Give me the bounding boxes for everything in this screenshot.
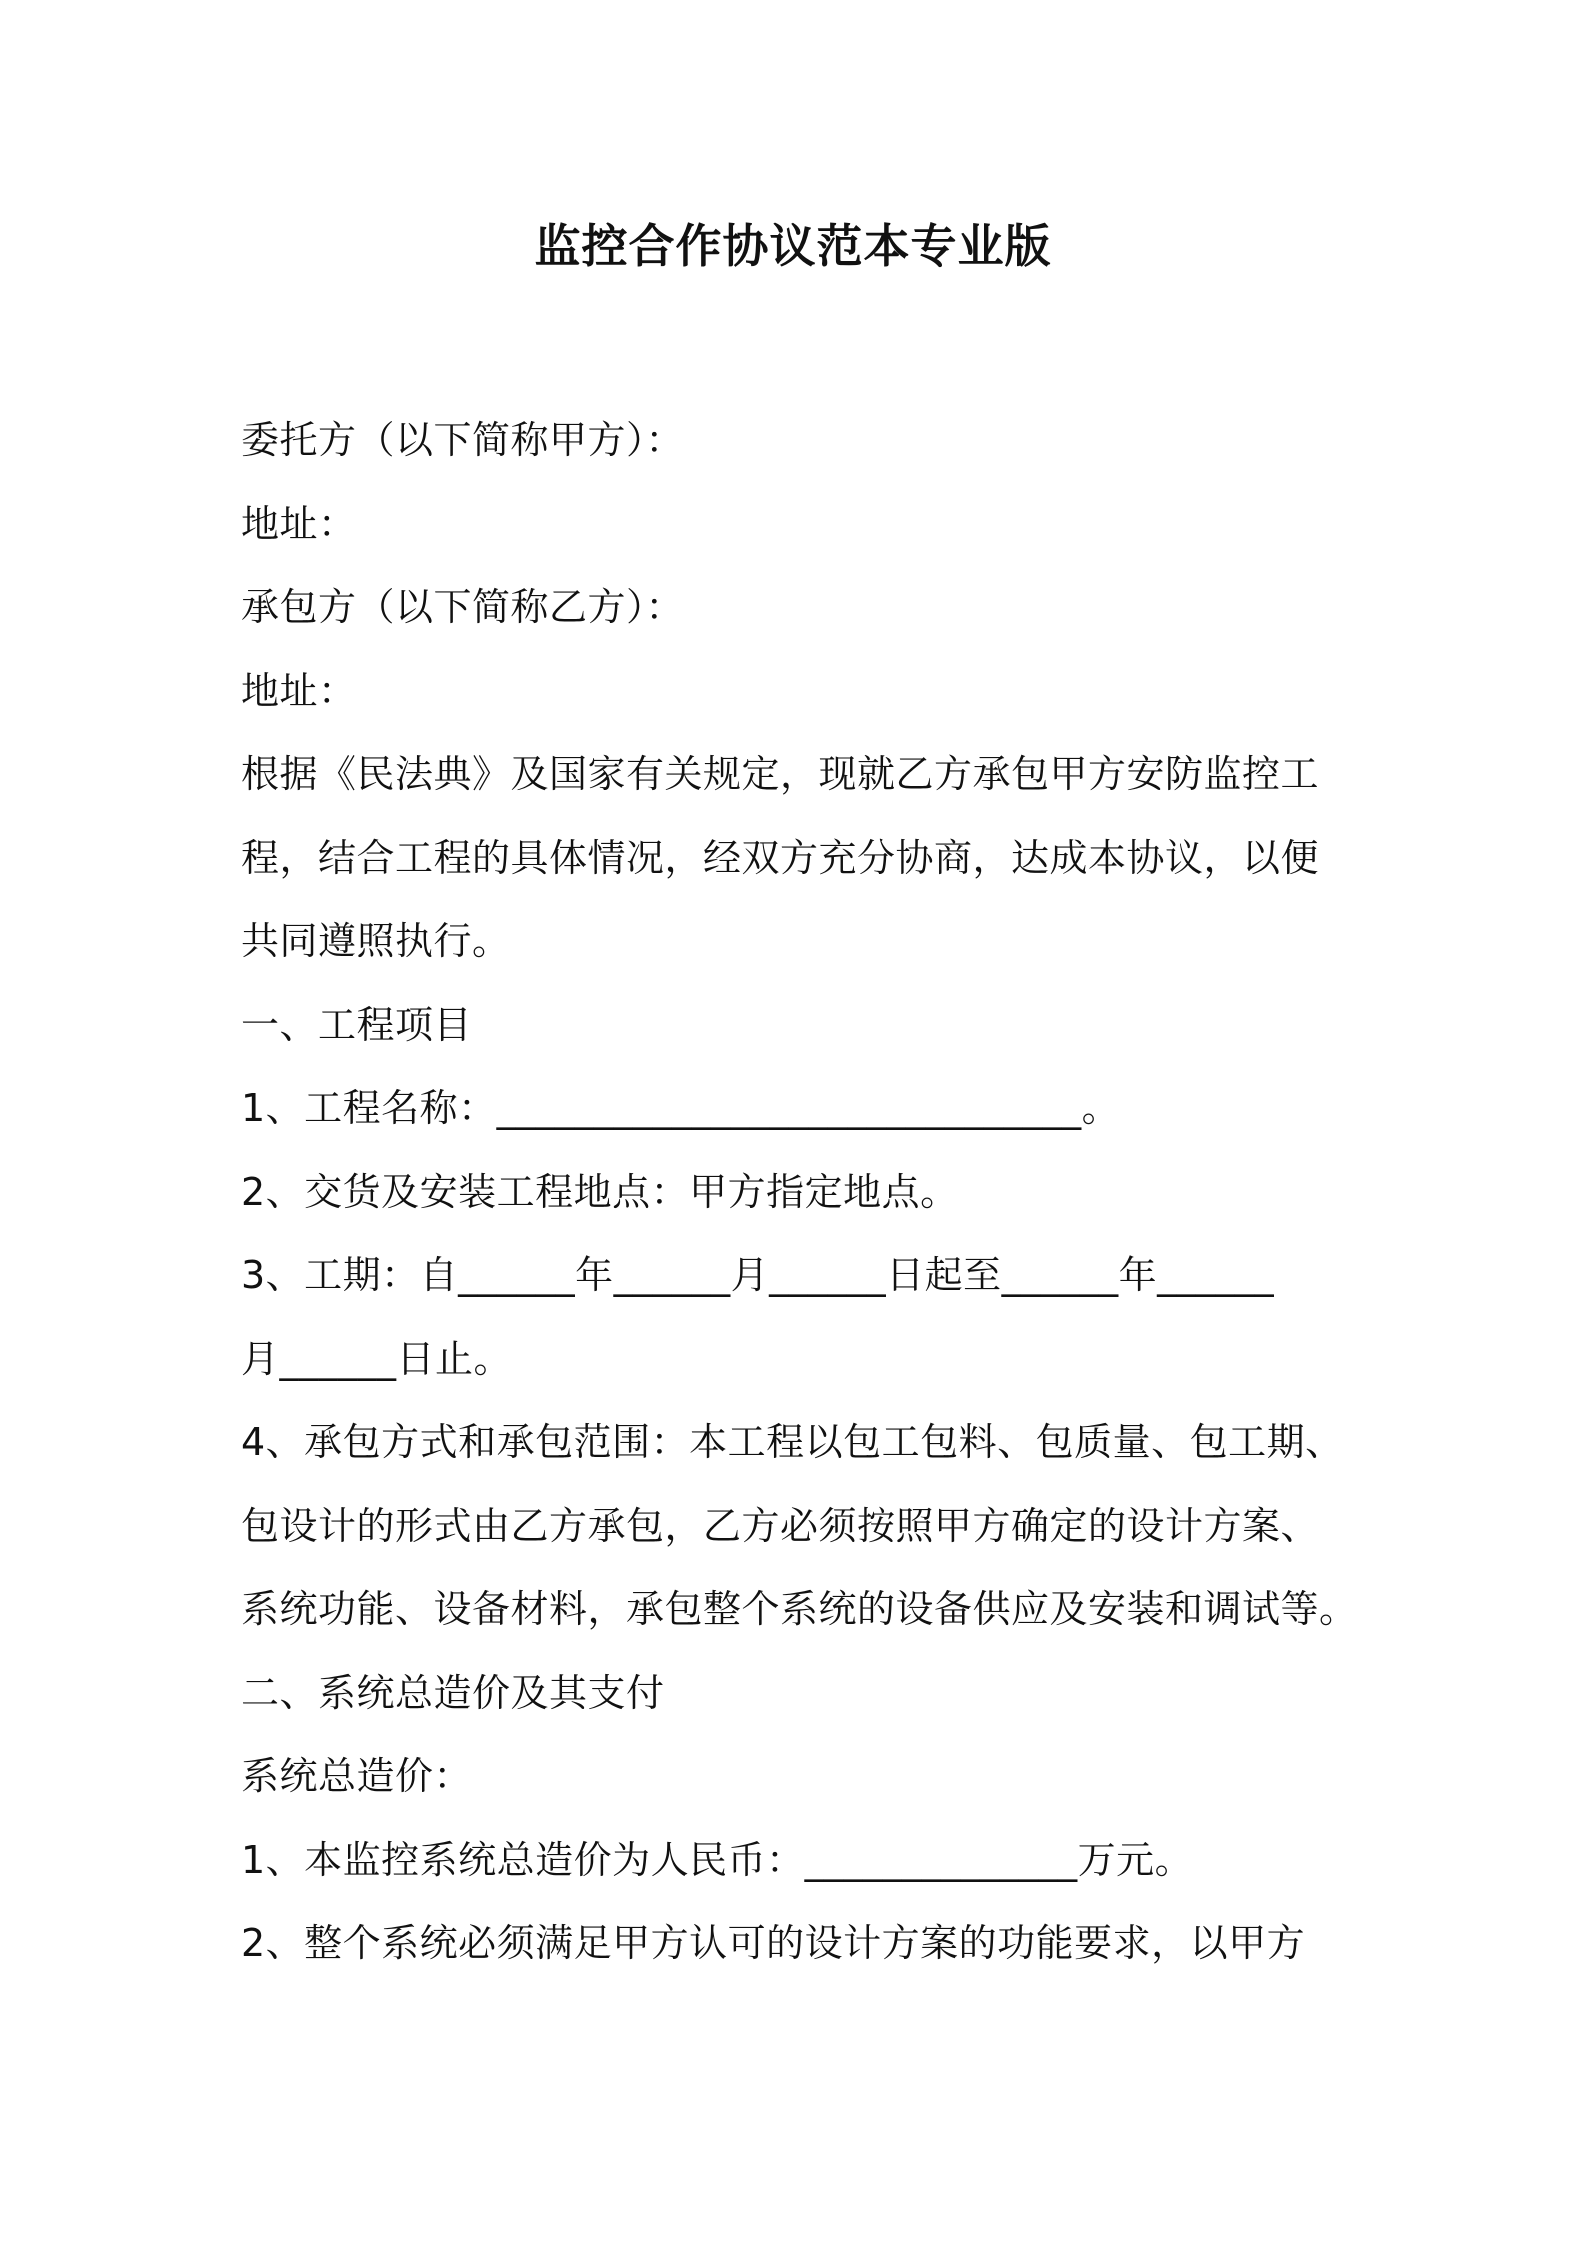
clause-2-1: 1、本监控系统总造价为人民币：______________万元。 (241, 1838, 1194, 1882)
party-a-line: 委托方（以下简称甲方）： (241, 418, 685, 462)
clause-1-3-line-2: 月______日止。 (241, 1337, 513, 1381)
clause-1-2: 2、交货及安装工程地点：甲方指定地点。 (241, 1170, 959, 1214)
section-1-heading: 一、工程项目 (241, 1003, 473, 1047)
total-cost-label: 系统总造价： (241, 1754, 473, 1798)
section-2-heading: 二、系统总造价及其支付 (241, 1671, 665, 1715)
preamble-line-1: 根据《民法典》及国家有关规定，现就乙方承包甲方安防监控工 (241, 752, 1320, 796)
party-b-address: 地址： (241, 669, 357, 713)
party-b-line: 承包方（以下简称乙方）： (241, 585, 685, 629)
party-a-address: 地址： (241, 502, 357, 546)
clause-1-4-line-3: 系统功能、设备材料，承包整个系统的设备供应及安装和调试等。 (241, 1587, 1358, 1631)
preamble-line-2: 程，结合工程的具体情况，经双方充分协商，达成本协议，以便 (241, 836, 1320, 880)
clause-2-2: 2、整个系统必须满足甲方认可的设计方案的功能要求，以甲方 (241, 1921, 1306, 1965)
document-title: 监控合作协议范本专业版 (534, 219, 1052, 273)
clause-1-3-line-1: 3、工期：自______年______月______日起至______年______ (241, 1253, 1275, 1297)
clause-1-4-line-1: 4、承包方式和承包范围：本工程以包工包料、包质量、包工期、 (241, 1420, 1344, 1464)
clause-1-1: 1、工程名称：______________________________。 (241, 1086, 1121, 1130)
clause-1-4-line-2: 包设计的形式由乙方承包，乙方必须按照甲方确定的设计方案、 (241, 1504, 1320, 1548)
preamble-line-3: 共同遵照执行。 (241, 919, 511, 963)
